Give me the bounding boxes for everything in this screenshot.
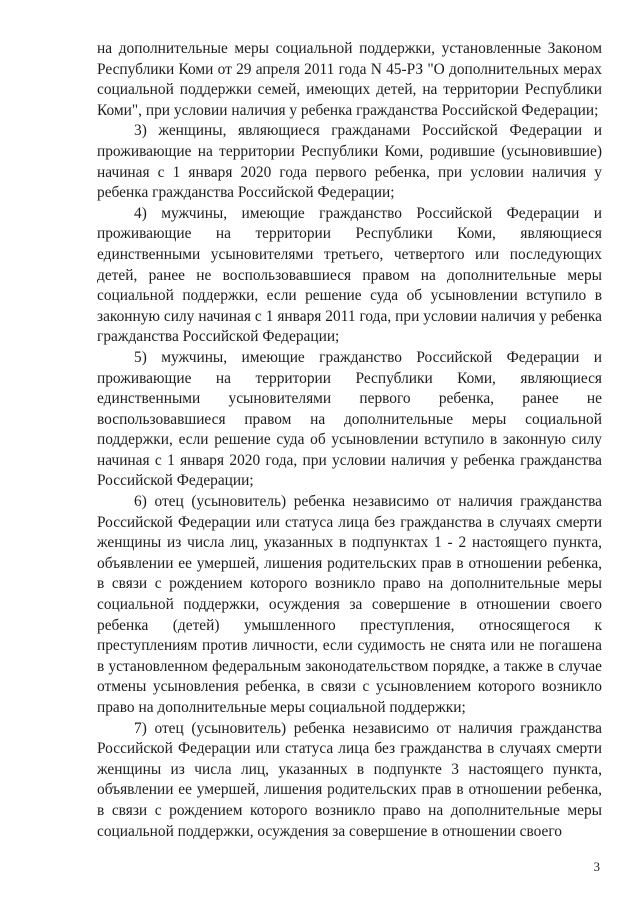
paragraph-item-7: 7) отец (усыновитель) ребенка независимо от наличия гражданства Российской Федерации или статуса лица без гражданства в случаях смерти женщины из числа лиц, указанных в подпункте 3 настоящего пункта, объявлении ее умершей, лишения родительских прав в отношении ребенка, в связи с рождением которого возникло право на дополнительные меры социальной поддержки, осуждения за совершение в отношении своего: [97, 719, 602, 840]
document-body: [97, 39, 602, 842]
paragraph-item-4: 4) мужчины, имеющие гражданство Российской Федерации и проживающие на территории Республики Коми, являющиеся единственными усыновителями третьего, четвертого или последующих детей, ранее не воспользовавшиеся правом на дополнительные меры социальной поддержки, если решение суда об усыновлении вступило в законную силу начиная с 1 января 2011 года, при условии наличия у ребенка гражданства Российской Федерации;: [97, 204, 602, 346]
paragraph-continuation: на дополнительные меры социальной поддержки, установленные Законом Республики Коми от 29 апреля 2011 года N 45-РЗ "О дополнительных мерах социальной поддержки семей, имеющих детей, на территории Республики Коми", при условии наличия у ребенка гражданства Российской Федерации;: [97, 40, 602, 119]
paragraph-item-6: 6) отец (усыновитель) ребенка независимо от наличия гражданства Российской Федерации или статуса лица без гражданства в случаях смерти женщины из числа лиц, указанных в подпунктах 1 - 2 настоящего пункта, объявлении ее умершей, лишения родительских прав в отношении ребенка, в связи с рождением которого возникло право на дополнительные меры социальной поддержки, осуждения за совершение в отношении своего ребенка (детей) умышленного преступления, относящегося к преступлениям против личности, если судимость не снята или не погашена в установленном федеральным законодательством порядке, а также в случае отмены усыновления ребенка, в связи с усыновлением которого возникло право на дополнительные меры социальной поддержки;: [97, 493, 602, 716]
paragraph-item-3: 3) женщины, являющиеся гражданами Российской Федерации и проживающие на территории Республики Коми, родившие (усыновившие) начиная с 1 января 2020 года первого ребенка, при условии наличия у ребенка гражданства Российской Федерации;: [97, 122, 602, 202]
paragraph-item-5: 5) мужчины, имеющие гражданство Российской Федерации и проживающие на территории Республики Коми, являющиеся единственными усыновителями первого ребенка, ранее не воспользовавшиеся правом на дополнительные меры социальной поддержки, если решение суда об усыновлении вступило в законную силу начиная с 1 января 2020 года, при условии наличия у ребенка гражданства Российской Федерации;: [97, 348, 602, 490]
page-number: 3: [593, 859, 600, 874]
